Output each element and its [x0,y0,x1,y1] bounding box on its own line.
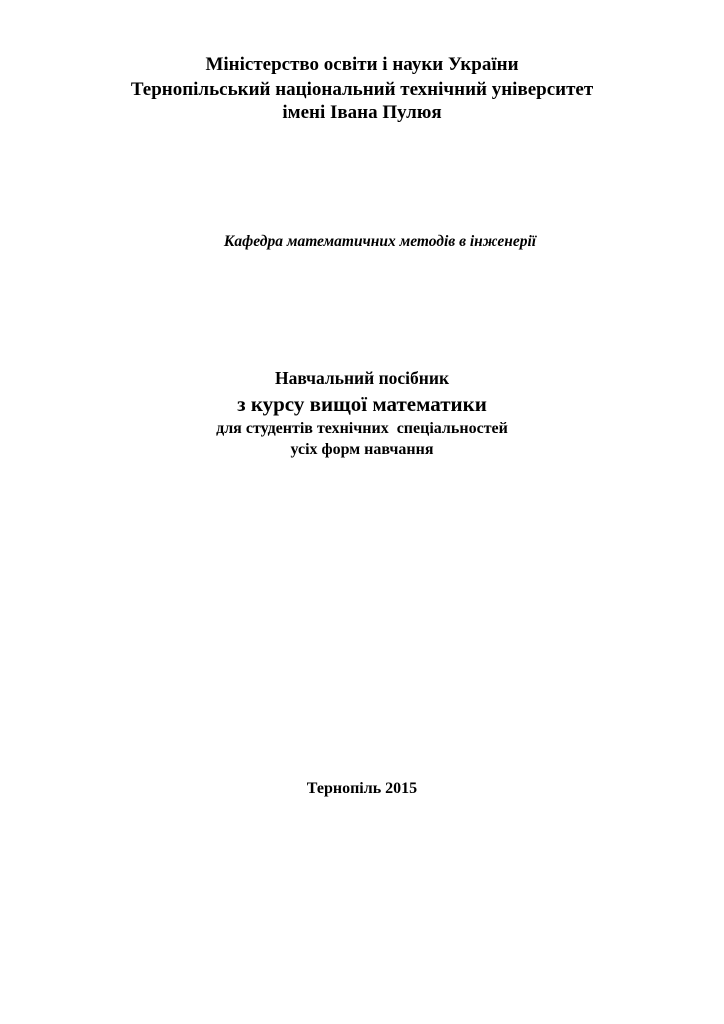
city-year: Тернопіль 2015 [306,780,418,797]
university-named-after: імені Івана Пулюя [282,102,442,123]
department-name: Кафедра математичних методів в інженерії [223,233,537,250]
audience-line: для студентів технічних спеціальностей [216,420,508,437]
ministry-name: Міністерство освіти і науки України [205,54,519,75]
study-forms-line: усіх форм навчання [290,441,434,458]
university-name: Тернопільський національний технічний університет [130,79,594,100]
course-title: з курсу вищої математики [237,392,487,416]
document-type: Навчальний посібник [274,368,450,388]
